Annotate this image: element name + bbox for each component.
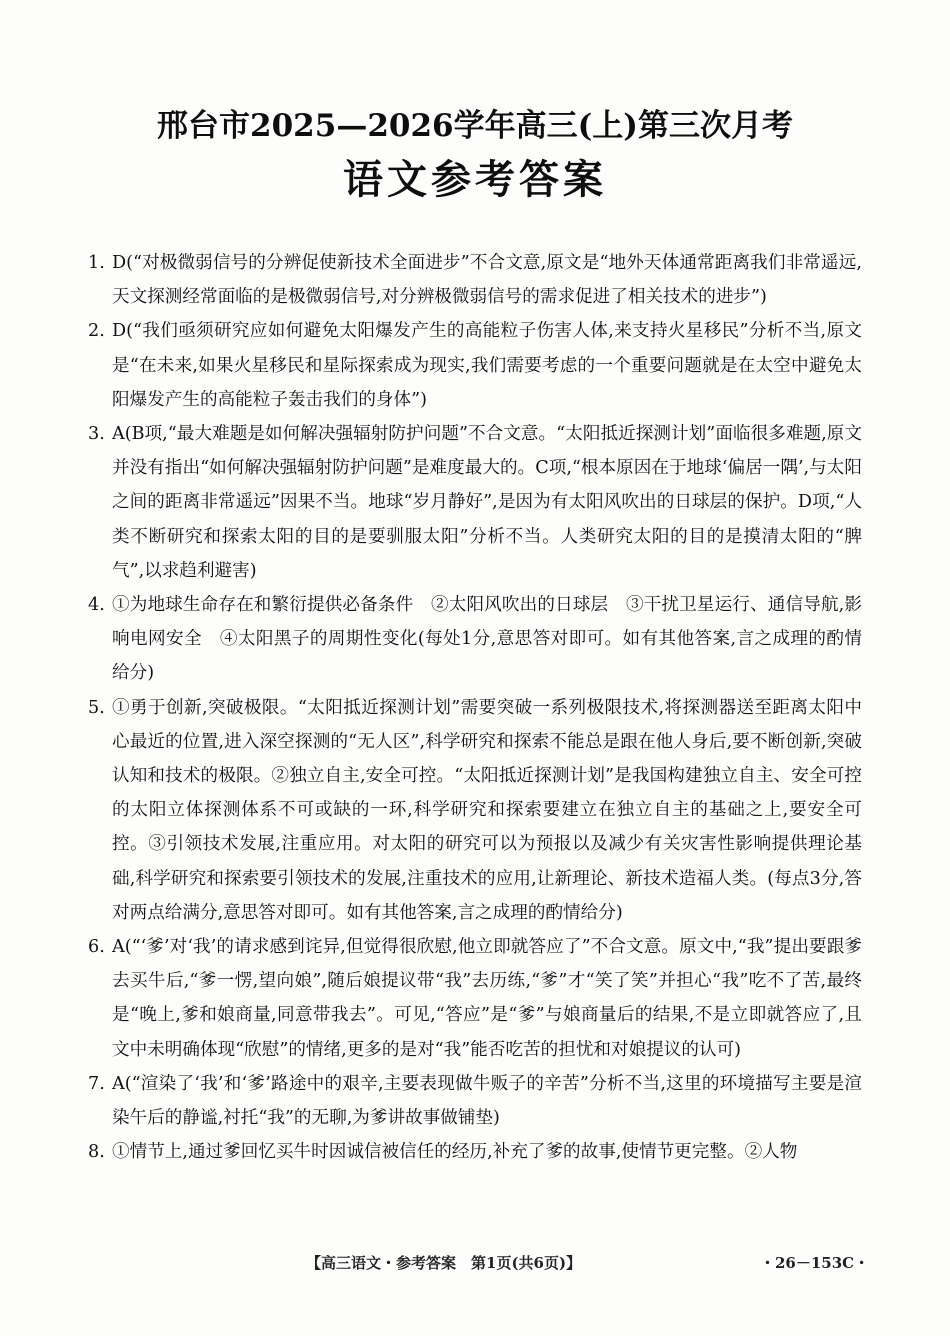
answer-item-2	[88, 314, 862, 417]
answer-text: A(“渲染了‘我’和‘爹’路途中的艰辛,主要表现做牛贩子的辛苦”分析不当,这里的环境描写主要是渲染午后的静谧,衬托“我”的无聊,为爹讲故事做铺垫)	[112, 1073, 862, 1129]
answer-text: A(“‘爹’对‘我’的请求感到诧异,但觉得很欣慰,他立即就答应了”不合文意。原文中,“我”提出要跟爹去买牛后,“爹一愣,望向娘”,随后娘提议带“我”去历练,“爹”才“笑了笑”并担心“我”吃不了苦,最终是“晚上,爹和娘商量,同意带我去”。可见,“答应”是“爹”与娘商量后的结果,不是立即就答应了,且文中未明确体现“欣慰”的情绪,更多的是对“我”能否吃苦的担忧和对娘提议的认可)	[112, 937, 862, 1060]
answer-list	[88, 246, 862, 1169]
answer-text: ①情节上,通过爹回忆买牛时因诚信被信任的经历,补充了爹的故事,使情节更完整。②人物	[112, 1142, 798, 1163]
answer-number: 2.	[88, 321, 105, 342]
answer-item-3	[88, 417, 862, 588]
answer-number: 1.	[88, 253, 105, 273]
answer-number: 7.	[88, 1073, 105, 1094]
answer-item-8	[88, 1135, 862, 1169]
answer-number: 4.	[88, 595, 105, 616]
answer-item-7	[88, 1067, 862, 1135]
answer-number: 8.	[88, 1142, 105, 1163]
answer-text: ①勇于创新,突破极限。“太阳抵近探测计划”需要突破一系列极限技术,将探测器送至距离太阳中心最近的位置,进入深空探测的“无人区”,科学研究和探索不能总是跟在他人身后,要不断创新,突破认知和技术的极限。②独立自主,安全可控。“太阳抵近探测计划”是我国构建独立自主、安全可控的太阳立体探测体系不可或缺的一环,科学研究和探索要建立在独立自主的基础之上,要安全可控。③引领技术发展,注重应用。对太阳的研究可以为预报以及减少有关灾害性影响提供理论基础,科学研究和探索要引领技术的发展,注重技术的应用,让新理论、新技术造福人类。(每点3分,答对两点给满分,意思答对即可。如有其他答案,言之成理的酌情给分)	[112, 697, 862, 923]
answer-item-4	[88, 588, 862, 691]
answer-item-5	[88, 691, 862, 930]
page-title: 邢台市2025—2026学年高三(上)第三次月考	[157, 108, 793, 144]
answer-number: 5.	[88, 697, 105, 718]
answer-number: 6.	[88, 937, 105, 958]
answer-item-6	[88, 930, 862, 1067]
answer-text: D(“对极微弱信号的分辨促使新技术全面进步”不合文意,原文是“地外天体通常距离我们非常遥远,天文探测经常面临的是极微弱信号,对分辨极微弱信号的需求促进了相关技术的进步”)	[112, 253, 862, 308]
footer-page-info: 【高三语文・参考答案 第1页(共6页)】	[306, 1254, 582, 1272]
answer-text: D(“我们亟须研究应如何避免太阳爆发产生的高能粒子伤害人体,来支持火星移民”分析不当,原文是“在未来,如果火星移民和星际探索成为现实,我们需要考虑的一个重要问题就是在太空中避免太阳爆发产生的高能粒子轰击我们的身体”)	[112, 321, 862, 410]
footer-exam-code: ・26－153C・	[760, 1254, 870, 1272]
answer-number: 3.	[88, 424, 105, 445]
page-footer	[0, 1252, 950, 1276]
answer-text: ①为地球生命存在和繁衍提供必备条件 ②太阳风吹出的日球层 ③干扰卫星运行、通信导航,影响电网安全 ④太阳黑子的周期性变化(每处1分,意思答对即可。如有其他答案,言之成理的酌情给分)	[112, 595, 862, 684]
page-subtitle: 语文参考答案	[343, 156, 607, 203]
answer-text: A(B项,“最大难题是如何解决强辐射防护问题”不合文意。“太阳抵近探测计划”面临很多难题,原文并没有指出“如何解决强辐射防护问题”是难度最大的。C项,“根本原因在于地球‘偏居一隅’,与太阳之间的距离非常遥远”因果不当。地球“岁月静好”,是因为有太阳风吹出的日球层的保护。D项,“人类不断研究和探索太阳的目的是要驯服太阳”分析不当。人类研究太阳的目的是摸清太阳的“脾气”,以求趋利避害)	[112, 424, 862, 581]
answer-item-1	[88, 246, 862, 314]
